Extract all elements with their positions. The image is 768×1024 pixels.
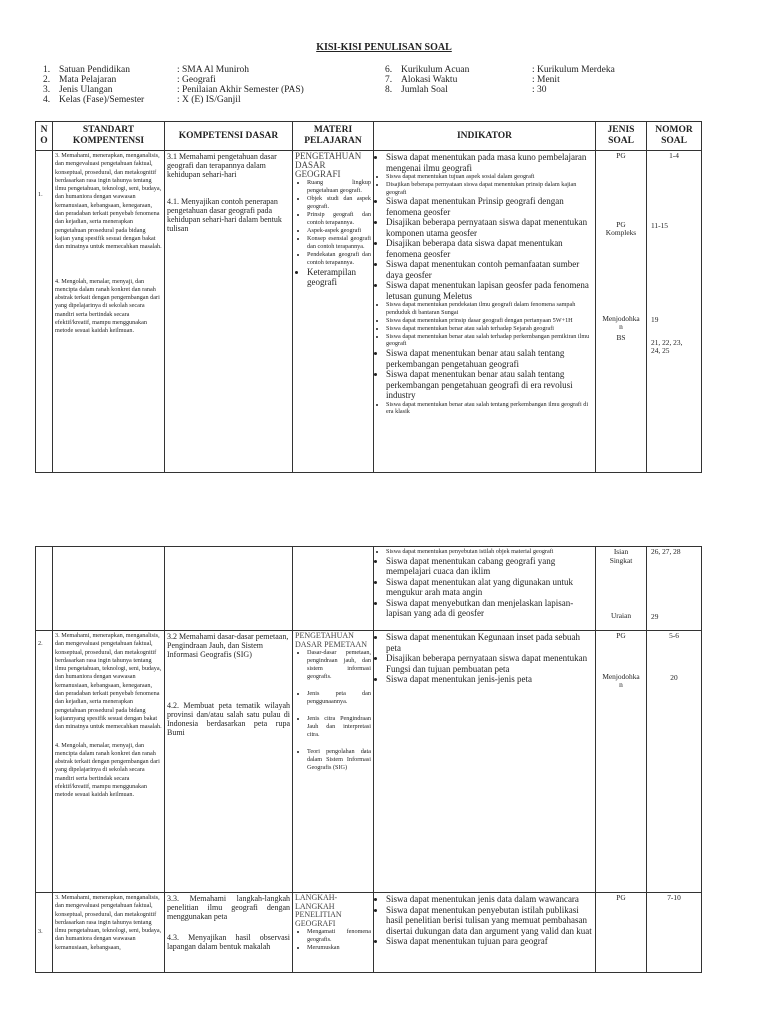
indikator-item: • Siswa dapat menentukan prinsip dasar geografi dengan pertanyaan 5W+1H [386, 317, 593, 325]
materi-item: • Jenis peta dan penggunaannya. [307, 690, 371, 706]
meta-row [385, 75, 715, 85]
meta-row [43, 85, 373, 95]
materi-item: • Keterampilan geografi [307, 267, 371, 287]
kisi-table-2 [35, 546, 702, 973]
indikator-item: • Disajikan beberapa data siswa dapat menentukan fenomena geosfer [386, 238, 593, 259]
materi-item: • Prinsip geografi dan contoh terapannya. [307, 211, 371, 227]
nomor3-1: 7-10 [667, 893, 681, 902]
nomor-1: 1-4 [669, 151, 679, 160]
jenis2-menjodohkan: Menjodohka n [602, 671, 640, 689]
meta-row [43, 95, 373, 105]
indikator-item: • Siswa dapat menentukan tujuan para geograf [386, 936, 593, 947]
meta-value: : Geografi [177, 75, 216, 85]
indikator-item: • Siswa dapat menentukan pendekatan ilmu geografi dalam fenomena sampah penduduk di bantaran Sungai [386, 301, 593, 317]
meta-row [385, 65, 715, 75]
meta-no: 3. [43, 85, 51, 95]
materi-item: • Dasar-dasar pemetaan, pengindraan jauh, dan sistem informasi geografis. [307, 649, 371, 681]
jenis-pg: PG [616, 151, 626, 160]
meta-value: : Kurikulum Merdeka [532, 65, 615, 75]
nomor2-2: 20 [670, 672, 678, 682]
indikator-item: • Siswa dapat menentukan tujuan aspek sosial dalam geografi [386, 173, 593, 181]
jenis-menjodohkan: Menjodohka n [602, 313, 640, 331]
meta-left [43, 65, 373, 105]
meta-no: 4. [43, 95, 51, 105]
kd3-text-2: 4.3. Menyajikan hasil observasi lapangan dalam bentuk makalah [167, 933, 290, 951]
indikator-item: • Siswa dapat menentukan benar atau salah tentang perkembangan pengetahuan geografi [386, 348, 593, 369]
jenis-cell-3 [596, 893, 647, 973]
materi-item: • Mengamati fenomena geografis. [307, 928, 371, 944]
nomor-cont-cell [647, 547, 702, 631]
header-indikator: INDIKATOR [374, 122, 596, 151]
meta-label: Satuan Pendidikan [59, 65, 130, 75]
indikator-item: • Siswa dapat menentukan Kegunaan inset pada sebuah peta [386, 632, 593, 653]
kisi-table-1 [35, 121, 702, 473]
indikator-item: • Disajikan beberapa pernyataan siswa dapat menentukan komponen utama geosfer [386, 217, 593, 238]
materi-item: • Pendekatan geografi dan contoh terapannya. [307, 251, 371, 267]
materi-item: • Objek studi dan aspek geografi. [307, 195, 371, 211]
header-jenis: JENIS SOAL [596, 122, 647, 151]
indikator-item: • Siswa dapat menentukan penyebutan istilah publikasi hasil penelitian berisi tulisan yang memuat pembahasan disertai dukungan data dan argument yang valid dan kuat [386, 905, 593, 937]
jenis2-pg: PG [616, 631, 626, 640]
row-no-3: 3. [36, 893, 53, 973]
jenis-cell [596, 151, 647, 473]
meta-no: 2. [43, 75, 51, 85]
meta-value: : SMA Al Muniroh [177, 65, 250, 75]
nomor-cont-2: 29 [651, 611, 659, 621]
row-no: 1. [36, 151, 53, 473]
standar-cell [53, 151, 165, 473]
row-no-2: 2. [36, 631, 53, 893]
indikator-item: • Siswa dapat menentukan alat yang digunakan untuk mengukur arah mata angin [386, 577, 593, 598]
standar-cell-3 [53, 893, 165, 973]
indikator-item: • Siswa dapat menentukan benar atau salah tentang perkembangan pengetahuan geografi di era revolusi industry [386, 369, 593, 401]
standar2-text-2: 4. Mengolah, menalar, menyaji, dan mencipta dalam ranah konkret dan ranah abstrak terkait dengan pengembangan dari yang dipelajarinya di sekolah secara mandiri serta bertindak secara efektif/kreatif, mampu menggunakan metode sesuai kaidah keilmuan. [55, 741, 160, 799]
meta-value: : X (E) IS/Ganjil [177, 95, 241, 105]
nomor-cell-3 [647, 893, 702, 973]
materi-item: • Jenis citra Pengindraan Jauh dan interpretasi citra. [307, 715, 371, 739]
materi3-title: LANGKAH-LANGKAH PENELITIAN GEOGRAFI [295, 893, 342, 928]
nomor-3: 19 [651, 315, 659, 324]
nomor-4: 21, 22, 23, 24, 25 [651, 337, 683, 355]
standar-cell-2 [53, 631, 165, 893]
nomor-cont-1: 26, 27, 28 [651, 547, 681, 556]
materi-item: • Ruang lingkup pengetahuan geografi. [307, 179, 371, 195]
jenis-isian: Isian Singkat [609, 547, 633, 565]
materi2-title: PENGETAHUAN DASAR PEMETAAN [295, 631, 368, 649]
materi-title: PENGETAHUAN DASAR GEOGRAFI [295, 151, 362, 179]
meta-label: Mata Pelajaran [59, 75, 117, 85]
meta-label: Jenis Ulangan [59, 85, 113, 95]
meta-label: Alokasi Waktu [401, 75, 458, 85]
indikator-cont-cell [374, 547, 596, 631]
header-kd: KOMPETENSI DASAR [165, 122, 293, 151]
indikator-item: • Siswa dapat menentukan benar atau salah tentang perkembangan ilmu geografi di era klasik [386, 401, 593, 417]
indikator-cell-3 [374, 893, 596, 973]
meta-value: : Menit [532, 75, 560, 85]
meta-row [385, 85, 715, 95]
jenis-uraian: Uraian [610, 611, 632, 620]
header-standar: STANDART KOMPENTENSI [53, 122, 165, 151]
header-materi: MATERI PELAJARAN [293, 122, 374, 151]
meta-row [43, 75, 373, 85]
meta-no: 6. [385, 65, 393, 75]
indikator-item: • Siswa dapat menyebutkan dan menjelaskan lapisan-lapisan yang ada di geosfer [386, 598, 593, 619]
kd-cell-2 [165, 631, 293, 893]
indikator-item: • Siswa dapat menentukan contoh pemanfaatan sumber daya geosfer [386, 259, 593, 280]
kd-text-2: 4.1. Menyajikan contoh penerapan pengetahuan dasar geografi pada kehidupan sehari-hari dalam bentuk tulisan [167, 197, 282, 233]
standar3-text-1: 3. Memahami, menerapkan, menganalisis, dan mengevaluasi pengetahuan faktual, konseptual, prosedural, dan metakognitif berdasarkan rasa ingin tahunya tentang ilmu pengetahuan, teknologi, seni, budaya, dan humaniora dengan wawasan kemanusiaan, kebangsaan, [55, 894, 162, 951]
jenis-cell-2 [596, 631, 647, 893]
indikator-item: • Siswa dapat menentukan jenis-jenis peta [386, 674, 593, 685]
indikator-item: • Siswa dapat menentukan jenis data dalam wawancara [386, 894, 593, 905]
jenis-bs: BS [616, 332, 626, 342]
kd-cell-3 [165, 893, 293, 973]
meta-row [43, 65, 373, 75]
standar2-text-1: 3. Memahami, menerapkan, menganalisis, dan mengevaluasi pengetahuan faktual, konseptual, prosedural, dan metakognitif berdasarkan rasa ingin tahunya tentang ilmu pengetahuan, teknologi, seni, budaya, dan humaniora dengan wawasan kemanusiaan, kebangsaan, kenegaraan, dan peradaban terkait penyebab fenomena dan kejadian, serta menerapkan pengetahuan prosedural pada bidang kajiannyang spesifik sesuai dengan bakat dan minatnya untuk memecahkan masalah. [55, 632, 162, 731]
materi-cell-2 [293, 631, 374, 893]
materi-item: • Aspek-aspek geografi [307, 227, 371, 235]
kd-cell [165, 151, 293, 473]
indikator-item: • Disajikan beberapa pernyataan siswa dapat menentukan prinsip dalam kajian geografi [386, 181, 593, 197]
materi-item: • Konsep esensial geografi dan contoh terapannya. [307, 235, 371, 251]
meta-value: : Penilaian Akhir Semester (PAS) [177, 85, 304, 95]
meta-no: 7. [385, 75, 393, 85]
indikator-item: • Siswa dapat menentukan penyebutan istilah objek material geografi [386, 548, 593, 556]
indikator-item: • Siswa dapat menentukan lapisan geosfer pada fenomena letusan gunung Meletus [386, 280, 593, 301]
jenis3-pg: PG [616, 893, 626, 902]
kd3-text-1: 3.3. Memahami langkah-langkah penelitian ilmu geografi dengan menggunakan peta [167, 894, 290, 921]
materi-cell-3 [293, 893, 374, 973]
header-nomor: NOMOR SOAL [647, 122, 702, 151]
indikator-item: • Siswa dapat menentukan pada masa kuno pembelajaran mengenai ilmu geografi [386, 152, 593, 173]
nomor-2: 11-15 [651, 220, 668, 230]
meta-right [385, 65, 715, 95]
standar-text-2: 4. Mengolah, menalar, menyaji, dan mencipta dalam ranah konkret dan ranah abstrak terkait dengan pengembangan dari yang dipelajarinya di sekolah secara mandiri serta bertindak secara efektif/kreatif, mampu menggunakan metode sesuai kaidah keilmuan. [55, 277, 160, 335]
indikator-cell [374, 151, 596, 473]
jenis-cont-cell [596, 547, 647, 631]
nomor-cell-2 [647, 631, 702, 893]
meta-label: Kurikulum Acuan [401, 65, 470, 75]
indikator-item: • Siswa dapat menentukan cabang geografi yang mempelajari cuaca dan iklim [386, 556, 593, 577]
meta-no: 8. [385, 85, 393, 95]
kd2-text-2: 4.2. Membuat peta tematik wilayah provinsi dan/atau salah satu pulau di Indonesia berdasarkan peta rupa Bumi [167, 701, 290, 737]
meta-label: Jumlah Soal [401, 85, 448, 95]
header-no: N O [36, 122, 53, 151]
meta-label: Kelas (Fase)/Semester [59, 95, 145, 105]
materi-item: • Teori pengolahan data dalam Sistem Informasi Geografis (SIG) [307, 748, 371, 772]
indikator-item: • Siswa dapat menentukan benar atau salah terhadap perkembangan pemikiran ilmu geografi [386, 333, 593, 349]
jenis-pgk: PG Kompleks [605, 219, 637, 237]
indikator-item: • Disajikan beberapa pernyataan siswa dapat menentukan Fungsi dan tujuan pembuatan peta [386, 653, 593, 674]
nomor-cell [647, 151, 702, 473]
nomor2-1: 5-6 [669, 631, 679, 640]
meta-no: 1. [43, 65, 51, 75]
page-title: KISI-KISI PENULISAN SOAL [316, 42, 452, 53]
indikator-cell-2 [374, 631, 596, 893]
indikator-item: • Siswa dapat menentukan benar atau salah terhadap Sejarah geografi [386, 325, 593, 333]
meta-value: : 30 [532, 85, 547, 95]
indikator-item: • Siswa dapat menentukan Prinsip geografi dengan fenomena geosfer [386, 196, 593, 217]
kd-text-1: 3.1 Memahami pengetahuan dasar geografi dan terapannya dalam kehidupan sehari-hari [167, 152, 277, 179]
kd2-text-1: 3.2 Memahami dasar-dasar pemetaan, Pengindraan Jauh, dan Sistem Informasi Geografis (SIG) [167, 632, 289, 659]
materi-cell [293, 151, 374, 473]
standar-text-1: 3. Memahami, menerapkan, menganalisis, dan mengevaluasi pengetahuan faktual, konseptual, prosedural, dan metakognitif berdasarkan rasa ingin tahunya tentang ilmu pengetahuan, teknologi, seni, budaya, dan humaniora dengan wawasan kemanusiaan, kebangsaan, kenegaraan, dan peradaban terkait penyebab fenomena dan kejadian, serta menerapkan pengetahuan prosedural pada bidang kajian yang spesifik sesuai dengan bakat dan minatnya untuk memecahkan masalah. [55, 152, 162, 251]
materi-item: • Merumuskan [307, 944, 371, 952]
